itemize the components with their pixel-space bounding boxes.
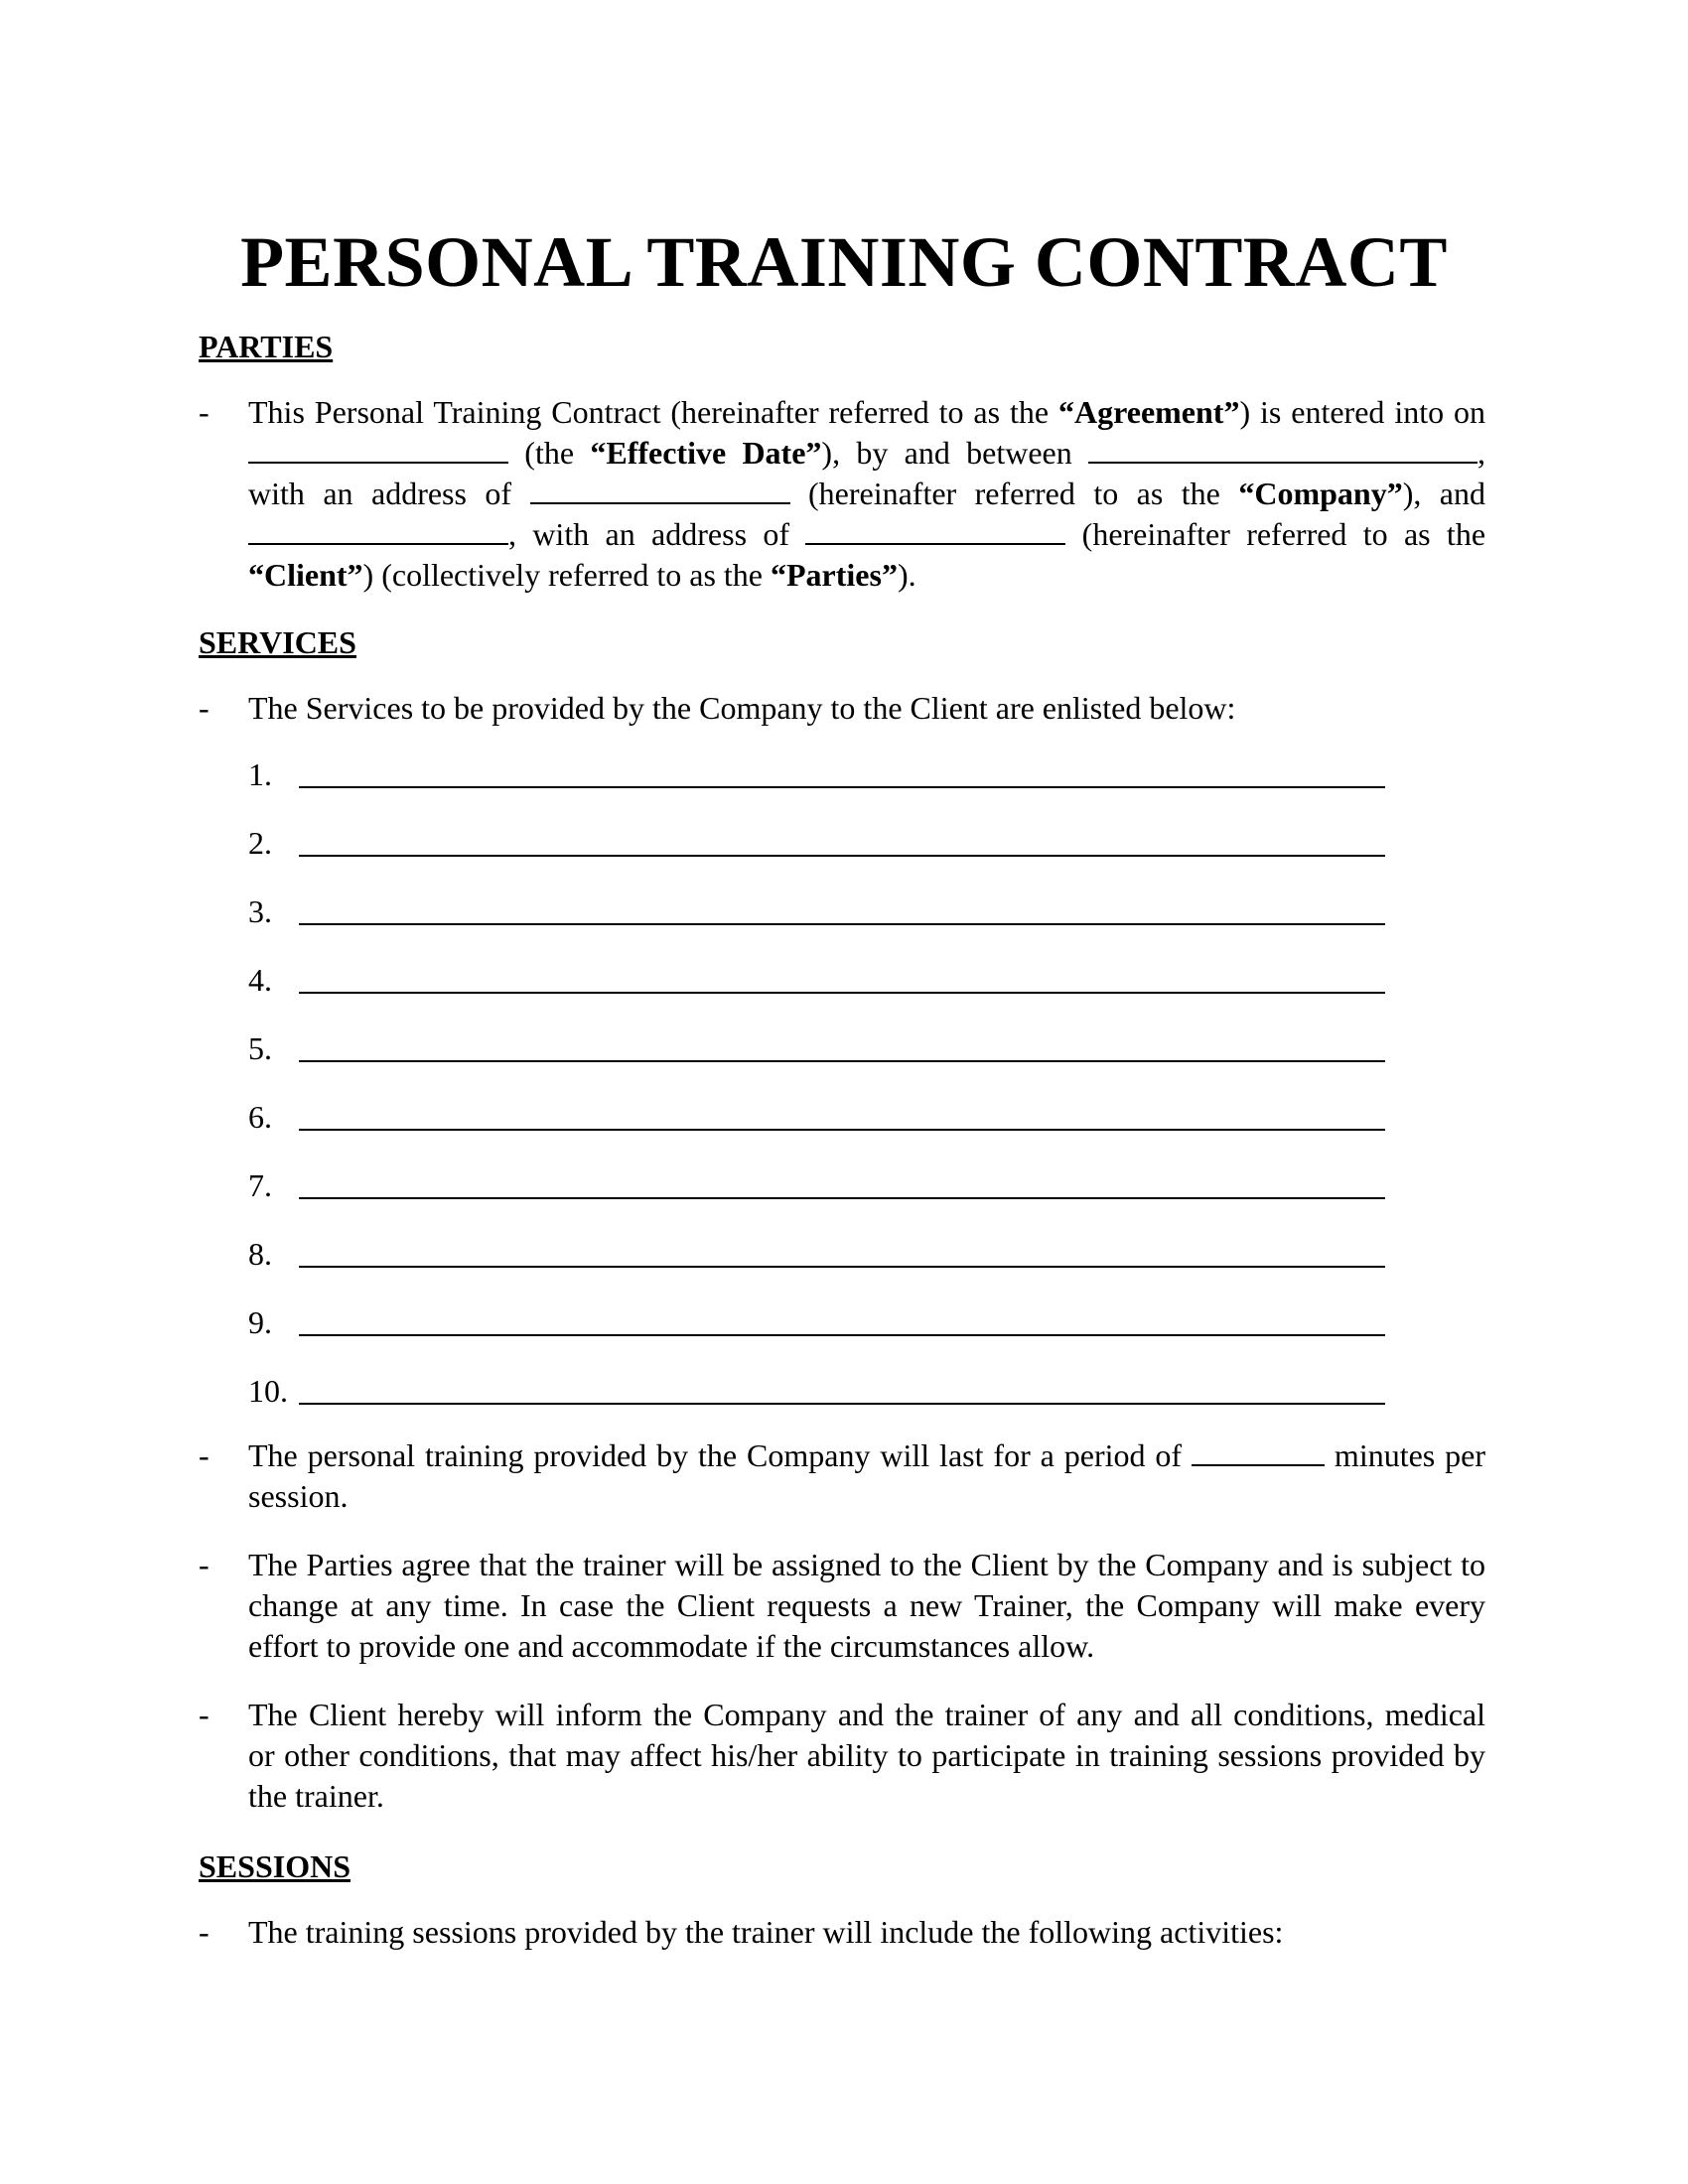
company-address-blank[interactable] [530, 477, 790, 504]
service-item-number: 10. [248, 1373, 288, 1409]
service-item-blank[interactable] [299, 786, 1385, 788]
section-heading-services: SERVICES [199, 624, 356, 660]
section-heading-sessions: SESSIONS [199, 1848, 351, 1884]
service-item-blank[interactable] [299, 1197, 1385, 1199]
client-conditions-paragraph: The Client hereby will inform the Company and the trainer of any and all conditions, medical or other conditions, that may affect his/her ability to participate in training sessions provided by the trainer. [248, 1697, 1485, 1814]
service-item-number: 8. [248, 1236, 272, 1272]
service-item-number: 4. [248, 962, 272, 998]
parties-line-1: This Personal Training Contract (hereinafter referred to as the “Agreement”) is entered into on [248, 394, 1486, 430]
parties-line-2: (the “Effective Date”), by and between , [248, 433, 1485, 474]
service-item-number: 7. [248, 1167, 272, 1203]
trainer-assignment-paragraph: The Parties agree that the trainer will be assigned to the Client by the Company and is subject to change at any time. In case the Client requests a new Trainer, the Company will make every effort to provide one and accommodate if the circumstances allow. [248, 1547, 1485, 1664]
client-name-blank[interactable] [248, 517, 508, 545]
term-client: “Client” [248, 557, 363, 593]
bullet-dash: - [199, 1547, 210, 1582]
service-item-number: 9. [248, 1304, 272, 1340]
parties-line-4: , with an address of (hereinafter referred to as the [248, 514, 1485, 555]
services-intro: The Services to be provided by the Company to the Client are enlisted below: [248, 690, 1236, 726]
section-heading-parties: PARTIES [199, 329, 334, 364]
service-item-blank[interactable] [299, 1334, 1385, 1336]
client-address-blank[interactable] [805, 517, 1065, 545]
parties-line-3: with an address of (hereinafter referred to as the “Company”), and [248, 476, 1486, 511]
document-title: PERSONAL TRAINING CONTRACT [240, 222, 1448, 302]
effective-date-blank[interactable] [248, 436, 508, 464]
bullet-dash: - [199, 394, 210, 430]
service-item-blank[interactable] [299, 992, 1385, 994]
service-item-blank[interactable] [299, 923, 1385, 925]
minutes-blank[interactable] [1192, 1438, 1325, 1466]
duration-paragraph: The personal training provided by the Company will last for a period of minutes per session. [248, 1437, 1486, 1514]
service-item-blank[interactable] [299, 1266, 1385, 1268]
service-item-blank[interactable] [299, 1403, 1385, 1405]
service-item-blank[interactable] [299, 1129, 1385, 1131]
service-item-number: 1. [248, 756, 272, 792]
term-company: “Company” [1238, 476, 1403, 511]
service-item-blank[interactable] [299, 1060, 1385, 1062]
service-item-number: 2. [248, 825, 272, 861]
bullet-dash: - [199, 1437, 210, 1473]
term-parties: “Parties” [771, 557, 898, 593]
service-item-number: 3. [248, 893, 272, 929]
parties-line-5: “Client”) (collectively referred to as the “Parties”). [248, 557, 916, 593]
service-item-number: 5. [248, 1030, 272, 1066]
service-item-number: 6. [248, 1099, 272, 1135]
bullet-dash: - [199, 1697, 210, 1732]
parties-paragraph [248, 392, 1485, 596]
company-name-blank[interactable] [1088, 436, 1477, 464]
term-agreement: “Agreement” [1058, 394, 1240, 430]
bullet-dash: - [199, 1914, 210, 1950]
sessions-intro: The training sessions provided by the trainer will include the following activities: [248, 1914, 1284, 1950]
service-item-blank[interactable] [299, 855, 1385, 857]
bullet-dash: - [199, 690, 210, 726]
term-effective-date: “Effective Date” [590, 435, 822, 471]
